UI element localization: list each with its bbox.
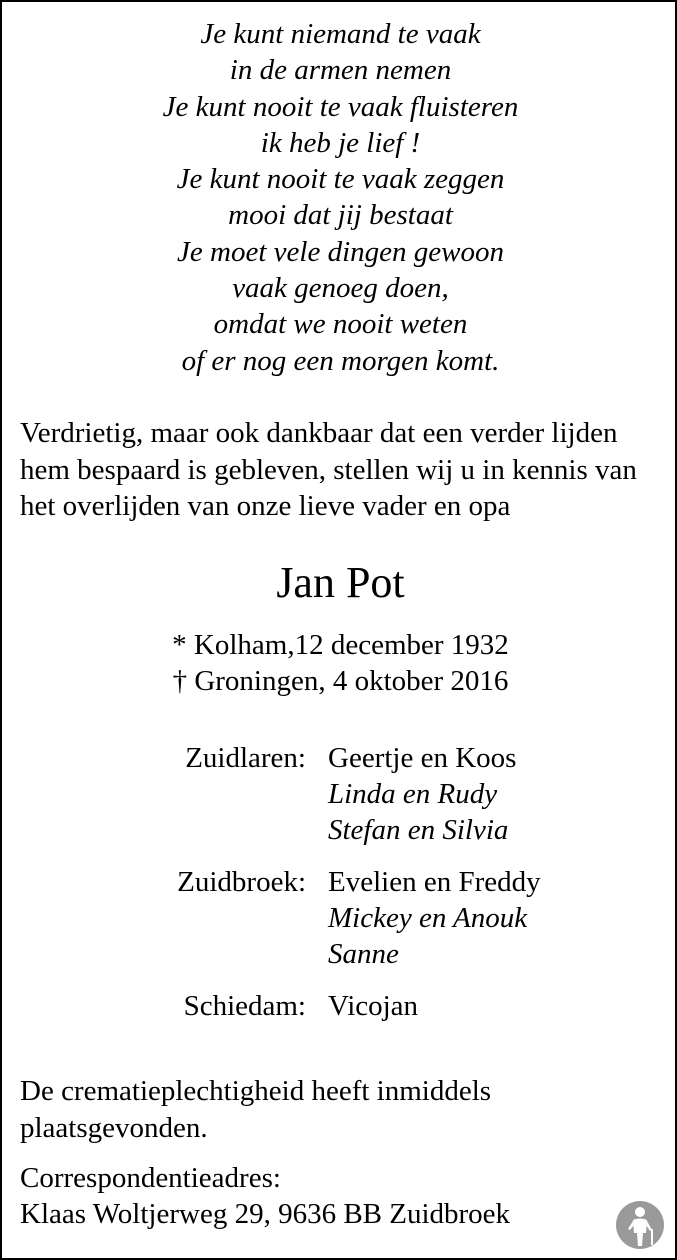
- family-place: Zuidlaren:: [185, 742, 306, 774]
- deceased-name: Jan Pot: [276, 558, 405, 607]
- family-group: [2, 740, 677, 848]
- poem-line: in de armen nemen: [229, 54, 452, 87]
- poem-line: omdat we nooit weten: [213, 308, 468, 341]
- children-names: Evelien en Freddy: [328, 866, 541, 898]
- family-place: Schiedam:: [183, 990, 306, 1022]
- grandchildren-names: Stefan en Silvia: [328, 814, 509, 846]
- birth-date: * Kolham,12 december 1932: [172, 629, 509, 661]
- death-date: † Groningen, 4 oktober 2016: [172, 665, 509, 697]
- family-place: Zuidbroek:: [177, 866, 306, 898]
- poem: [2, 16, 677, 379]
- poem-line: Je kunt nooit te vaak zeggen: [176, 163, 505, 196]
- family-members: [328, 988, 677, 1024]
- grandchildren-names: Sanne: [328, 938, 399, 970]
- grandchildren-names: Mickey en Anouk: [328, 902, 528, 934]
- poem-line: Je kunt niemand te vaak: [200, 18, 481, 50]
- address-text: Klaas Woltjerweg 29, 9636 BB Zuidbroek: [20, 1198, 511, 1230]
- family-group: [2, 864, 677, 972]
- poem-line: ik heb je lief !: [260, 126, 421, 159]
- family-members: [328, 740, 677, 848]
- memorial-figure-logo-icon: [615, 1200, 665, 1250]
- life-dates: [2, 627, 677, 699]
- family-list: [2, 740, 677, 1040]
- poem-line: Je kunt nooit te vaak fluisteren: [162, 90, 519, 123]
- family-group: [2, 988, 677, 1024]
- children-names: Geertje en Koos: [328, 742, 517, 774]
- family-members: [328, 864, 677, 972]
- ceremony-notice: De crematieplechtigheid heeft inmiddels plaatsgevonden.: [20, 1075, 492, 1144]
- announcement-text: Verdrietig, maar ook dankbaar dat een verder lijden hem bespaard is gebleven, stellen wij u in kennis van het overlijden van onze lieve vader en opa: [20, 417, 637, 522]
- poem-line: Je moet vele dingen gewoon: [177, 235, 504, 268]
- poem-line: vaak genoeg doen,: [232, 272, 449, 305]
- children-names: Vicojan: [328, 990, 419, 1022]
- grandchildren-names: Linda en Rudy: [328, 778, 498, 810]
- poem-line: mooi dat jij bestaat: [228, 199, 453, 232]
- poem-line: of er nog een morgen komt.: [181, 344, 500, 377]
- correspondence-label: Correspondentieadres:: [20, 1162, 281, 1194]
- correspondence-address: [20, 1160, 620, 1232]
